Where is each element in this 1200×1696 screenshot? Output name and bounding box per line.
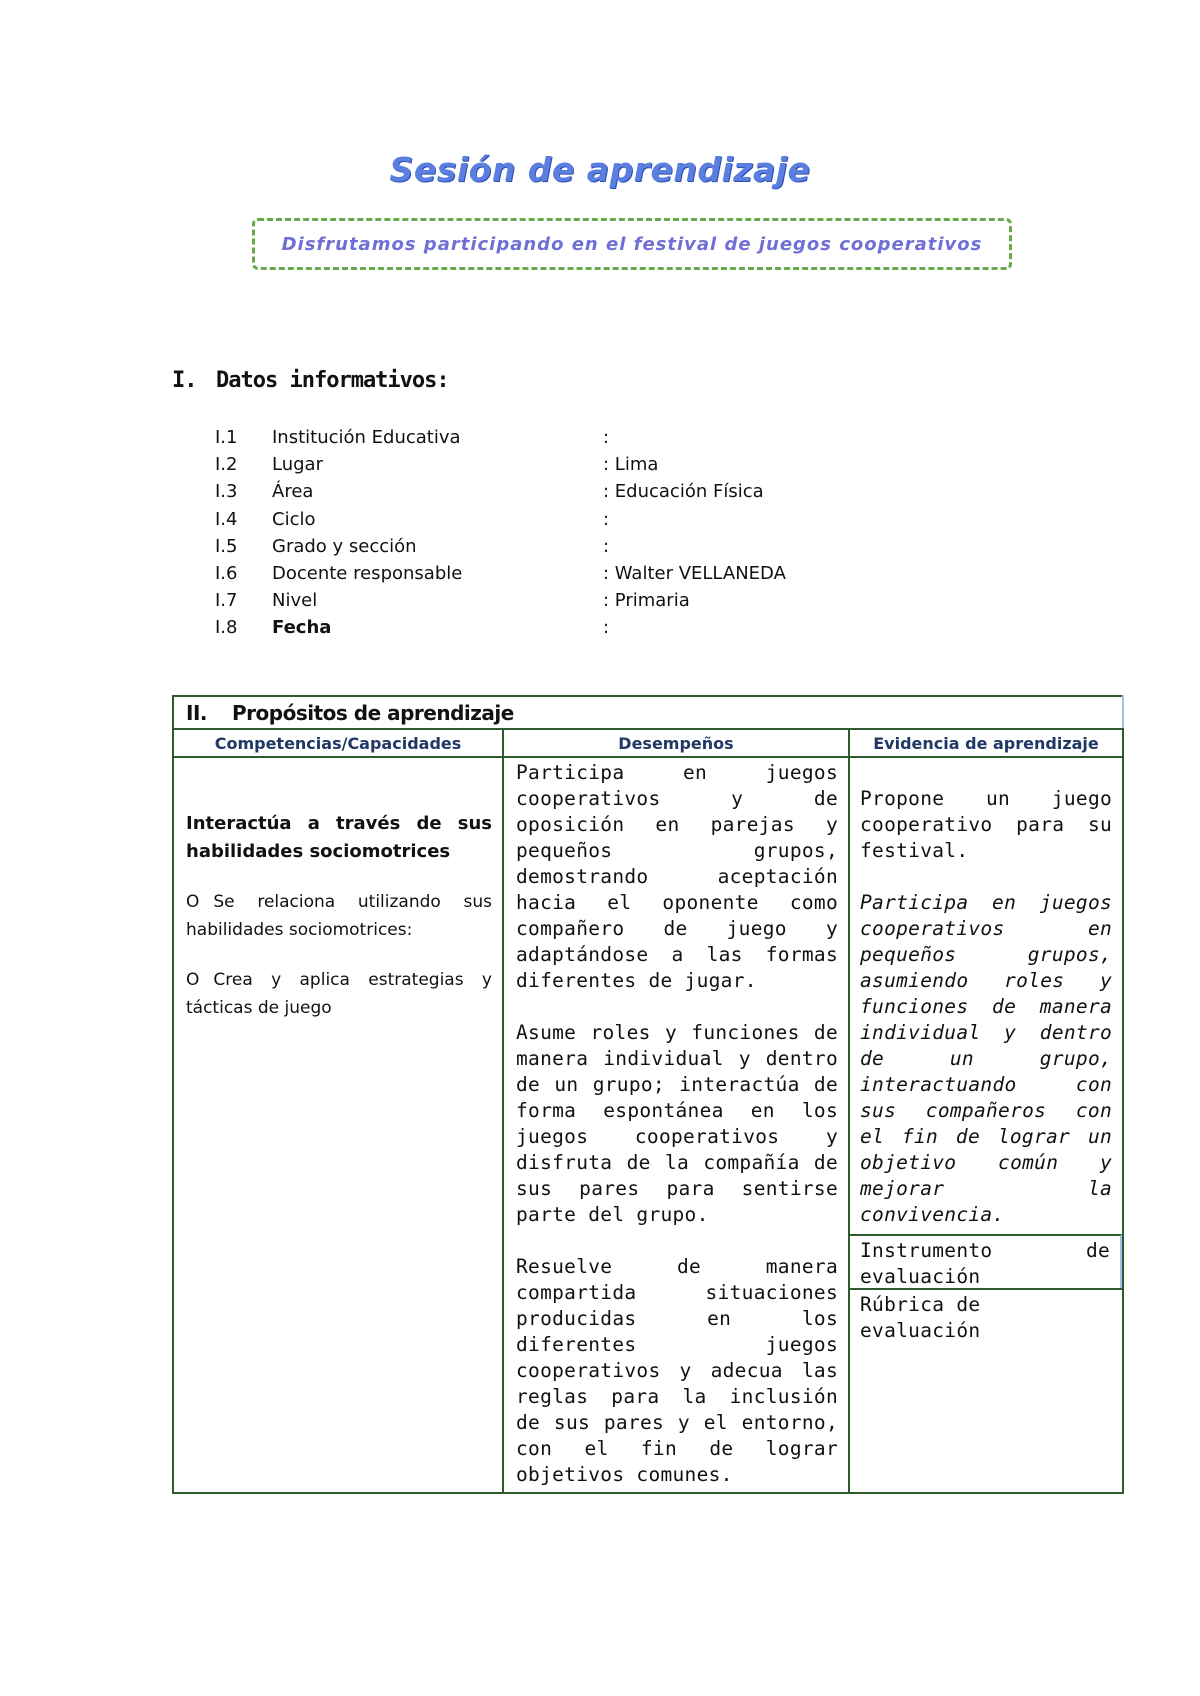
column-header-desempenos: Desempeños	[503, 729, 849, 757]
section1-number: I.	[172, 368, 197, 393]
info-number: I.4	[215, 508, 238, 530]
desempenos-cell	[503, 757, 849, 1493]
evidencia-text: Propone un juego cooperativo para su festival.	[860, 787, 1113, 862]
desempeno-paragraph: Asume roles y funciones de manera individual y dentro de un grupo; interactúa de forma espontánea en los juegos cooperativos y disfruta de la compañía de sus pares para sentirse parte del grupo.	[516, 1021, 838, 1226]
info-label: Ciclo	[272, 508, 316, 530]
capacidad-text: Se relaciona utilizando sus habilidades sociomotrices:	[186, 892, 492, 940]
bullet-icon: O	[186, 970, 200, 990]
section1-heading	[172, 368, 449, 393]
section2-heading	[173, 696, 1123, 729]
info-row	[215, 424, 915, 451]
info-number: I.7	[215, 590, 238, 612]
info-number: I.2	[215, 454, 238, 476]
document-subtitle: Disfrutamos participando en el festival de juegos cooperativos	[281, 233, 983, 255]
info-row	[215, 478, 915, 505]
capacidad-item	[186, 888, 492, 944]
competencias-cell	[173, 757, 503, 1493]
info-list	[215, 424, 915, 642]
info-value: : Lima	[603, 454, 659, 476]
competencia-title: Interactúa a través de sus habilidades sociomotrices	[186, 813, 492, 862]
info-value: : Walter VELLANEDA	[603, 562, 786, 584]
evidencia-block	[850, 758, 1122, 1234]
info-number: I.8	[215, 617, 238, 639]
info-row	[215, 560, 915, 587]
info-row	[215, 451, 915, 478]
desempeno-paragraph: Participa en juegos cooperativos y de oposición en parejas y pequeños grupos, demostrando aceptación hacia el oponente como compañero de juego y adaptándose a las formas diferentes de jugar.	[516, 761, 838, 992]
subtitle-box	[252, 218, 1012, 270]
column-header-evidencia: Evidencia de aprendizaje	[849, 729, 1123, 757]
info-number: I.1	[215, 427, 238, 448]
desempeno-paragraph: Resuelve de manera compartida situaciones producidas en los diferentes juegos cooperativos y adecua las reglas para la inclusión de sus pares y el entorno, con el fin de lograr objetivos comunes.	[516, 1255, 838, 1486]
info-row	[215, 533, 915, 560]
section2-number: II.	[186, 700, 207, 725]
bullet-icon: O	[186, 892, 200, 912]
info-row	[215, 506, 915, 533]
capacidad-item	[186, 966, 492, 1022]
info-number: I.5	[215, 535, 238, 557]
section1-title: Datos informativos:	[216, 368, 449, 393]
info-label: Institución Educativa	[272, 427, 461, 448]
section2-title: Propósitos de aprendizaje	[232, 700, 514, 725]
info-value: :	[603, 427, 610, 448]
info-row	[215, 587, 915, 614]
info-label: Lugar	[272, 454, 323, 476]
info-value: : Primaria	[603, 590, 690, 612]
info-label: Fecha	[272, 617, 332, 639]
instrumento-value: Rúbrica de evaluación	[850, 1288, 1122, 1488]
instrumento-label: Instrumento de evaluación	[850, 1234, 1122, 1288]
info-value: : Educación Física	[603, 481, 764, 503]
info-number: I.6	[215, 562, 238, 584]
info-value: :	[603, 508, 610, 530]
info-label: Área	[272, 481, 314, 503]
evidencia-cell	[849, 757, 1123, 1493]
purposes-table	[172, 695, 1124, 1494]
info-label: Nivel	[272, 590, 318, 612]
evidencia-text-italic: Participa en juegos cooperativos en pequeños grupos, asumiendo roles y funciones de manera individual y dentro de un grupo, interactuando con sus compañeros con el fin de lograr un objetivo común y mejorar la convivencia.	[860, 891, 1113, 1226]
info-label: Grado y sección	[272, 535, 417, 557]
capacidad-text: Crea y aplica estrategias y tácticas de juego	[186, 970, 492, 1018]
info-value: :	[603, 617, 610, 639]
column-header-competencias: Competencias/Capacidades	[173, 729, 503, 757]
info-row	[215, 614, 915, 641]
info-value: :	[603, 535, 610, 557]
info-number: I.3	[215, 481, 238, 503]
document-title: Sesión de aprendizaje	[389, 150, 811, 189]
info-label: Docente responsable	[272, 562, 463, 584]
